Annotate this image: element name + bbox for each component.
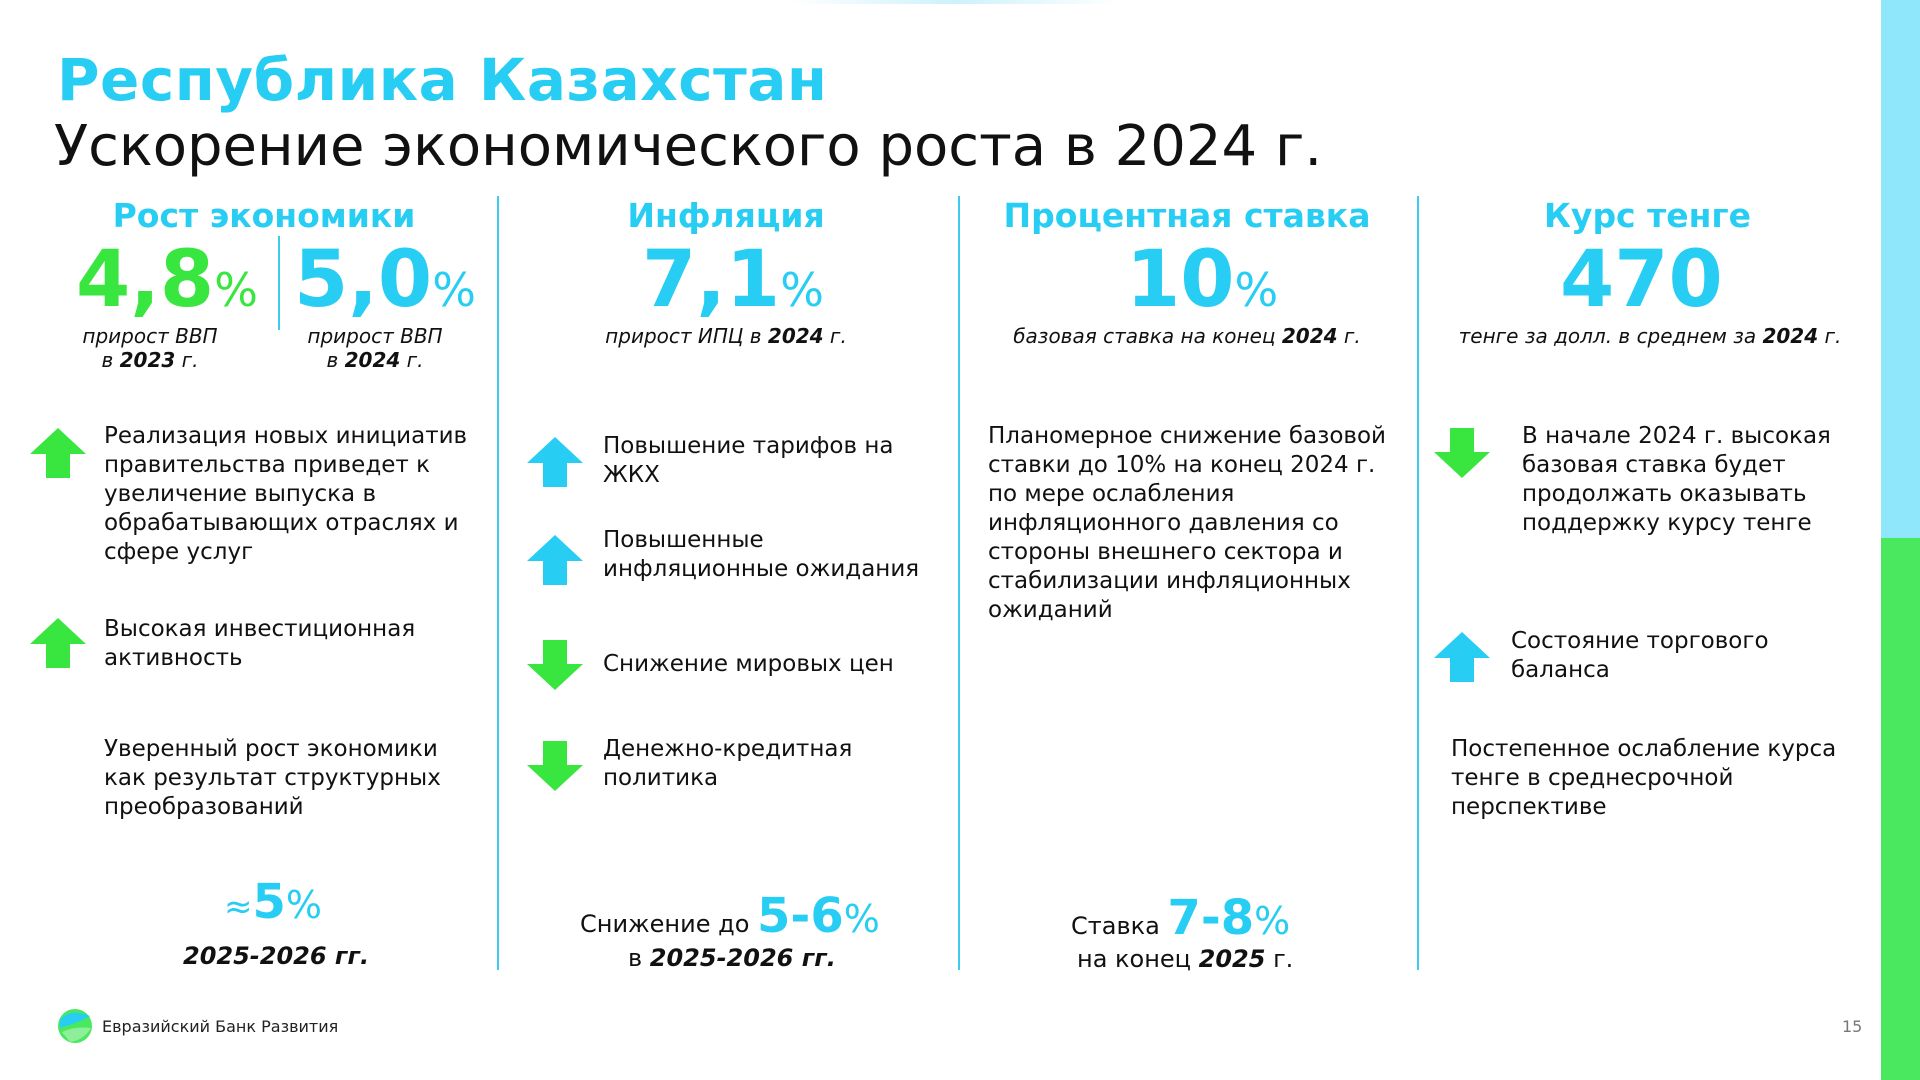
growth-value-divider bbox=[278, 236, 280, 330]
gdp-2023-caption: прирост ВВП в 2023 г. bbox=[82, 324, 218, 372]
fx-factor: Состояние торгового баланса bbox=[1511, 628, 1769, 683]
fx-caption: тенге за долл. в среднем за 2024 г. bbox=[1458, 324, 1842, 348]
inflation-forecast-period: в 2025-2026 гг. bbox=[628, 944, 836, 972]
inflation-factor: Денежно-кредитная политика bbox=[603, 736, 853, 791]
arrow-down-icon bbox=[527, 741, 583, 791]
rate-note: Планомерное снижение базовой ставки до 10% на конец 2024 г. по мере ослабления инфляционного давления со стороны внешнего сектора и стабилизации инфляционных ожиданий bbox=[988, 423, 1386, 623]
right-stripe-green bbox=[1881, 538, 1920, 1080]
inflation-heading: Инфляция bbox=[627, 196, 825, 235]
gdp-2024-value: 5,0% bbox=[294, 235, 476, 325]
arrow-up-icon bbox=[527, 535, 583, 585]
inflation-value: 7,1% bbox=[642, 235, 824, 325]
inflation-factor: Повышение тарифов на ЖКХ bbox=[603, 433, 894, 488]
arrow-down-icon bbox=[1434, 428, 1490, 478]
growth-forecast-value: ≈5% bbox=[224, 874, 323, 930]
column-divider bbox=[1417, 196, 1419, 970]
arrow-up-icon bbox=[30, 618, 86, 668]
page-number: 15 bbox=[1842, 1017, 1863, 1036]
inflation-forecast: Снижение до 5-6% bbox=[580, 888, 880, 944]
arrow-down-icon bbox=[527, 640, 583, 690]
inflation-factor: Повышенные инфляционные ожидания bbox=[603, 527, 920, 582]
inflation-factor: Снижение мировых цен bbox=[603, 651, 894, 677]
right-stripe-cyan bbox=[1881, 0, 1920, 538]
growth-factor: Высокая инвестиционная активность bbox=[104, 616, 416, 671]
fx-note: Постепенное ослабление курса тенге в среднесрочной перспективе bbox=[1451, 736, 1837, 820]
fx-value: 470 bbox=[1560, 235, 1723, 325]
column-divider bbox=[497, 196, 499, 970]
inflation-caption: прирост ИПЦ в 2024 г. bbox=[605, 324, 847, 348]
bank-logo-icon bbox=[56, 1006, 94, 1046]
gdp-2024-caption: прирост ВВП в 2024 г. bbox=[307, 324, 443, 372]
rate-value: 10% bbox=[1126, 235, 1279, 325]
column-divider bbox=[958, 196, 960, 970]
fx-heading: Курс тенге bbox=[1543, 196, 1752, 235]
top-glow-decoration bbox=[790, 0, 1120, 4]
rate-heading: Процентная ставка bbox=[1003, 196, 1371, 235]
rate-caption: базовая ставка на конец 2024 г. bbox=[1013, 324, 1361, 348]
fx-factor: В начале 2024 г. высокая базовая ставка будет продолжать оказывать поддержку курсу тенге bbox=[1522, 423, 1831, 536]
rate-forecast: Ставка 7-8% bbox=[1071, 890, 1291, 946]
growth-heading: Рост экономики bbox=[112, 196, 416, 235]
bank-logo-text: Евразийский Банк Развития bbox=[102, 1017, 339, 1036]
arrow-up-icon bbox=[527, 437, 583, 487]
growth-factor: Реализация новых инициатив правительства приведет к увеличение выпуска в обрабатывающих отраслях и сфере услуг bbox=[104, 423, 468, 565]
gdp-2023-value: 4,8% bbox=[76, 235, 258, 325]
page-subtitle: Ускорение экономического роста в 2024 г. bbox=[54, 114, 1323, 179]
arrow-up-icon bbox=[30, 428, 86, 478]
growth-note: Уверенный рост экономики как результат структурных преобразований bbox=[104, 736, 441, 820]
growth-forecast-period: 2025-2026 гг. bbox=[183, 942, 370, 970]
page-title: Республика Казахстан bbox=[57, 46, 828, 114]
rate-forecast-period: на конец 2025 г. bbox=[1077, 945, 1294, 973]
arrow-up-icon bbox=[1434, 632, 1490, 682]
